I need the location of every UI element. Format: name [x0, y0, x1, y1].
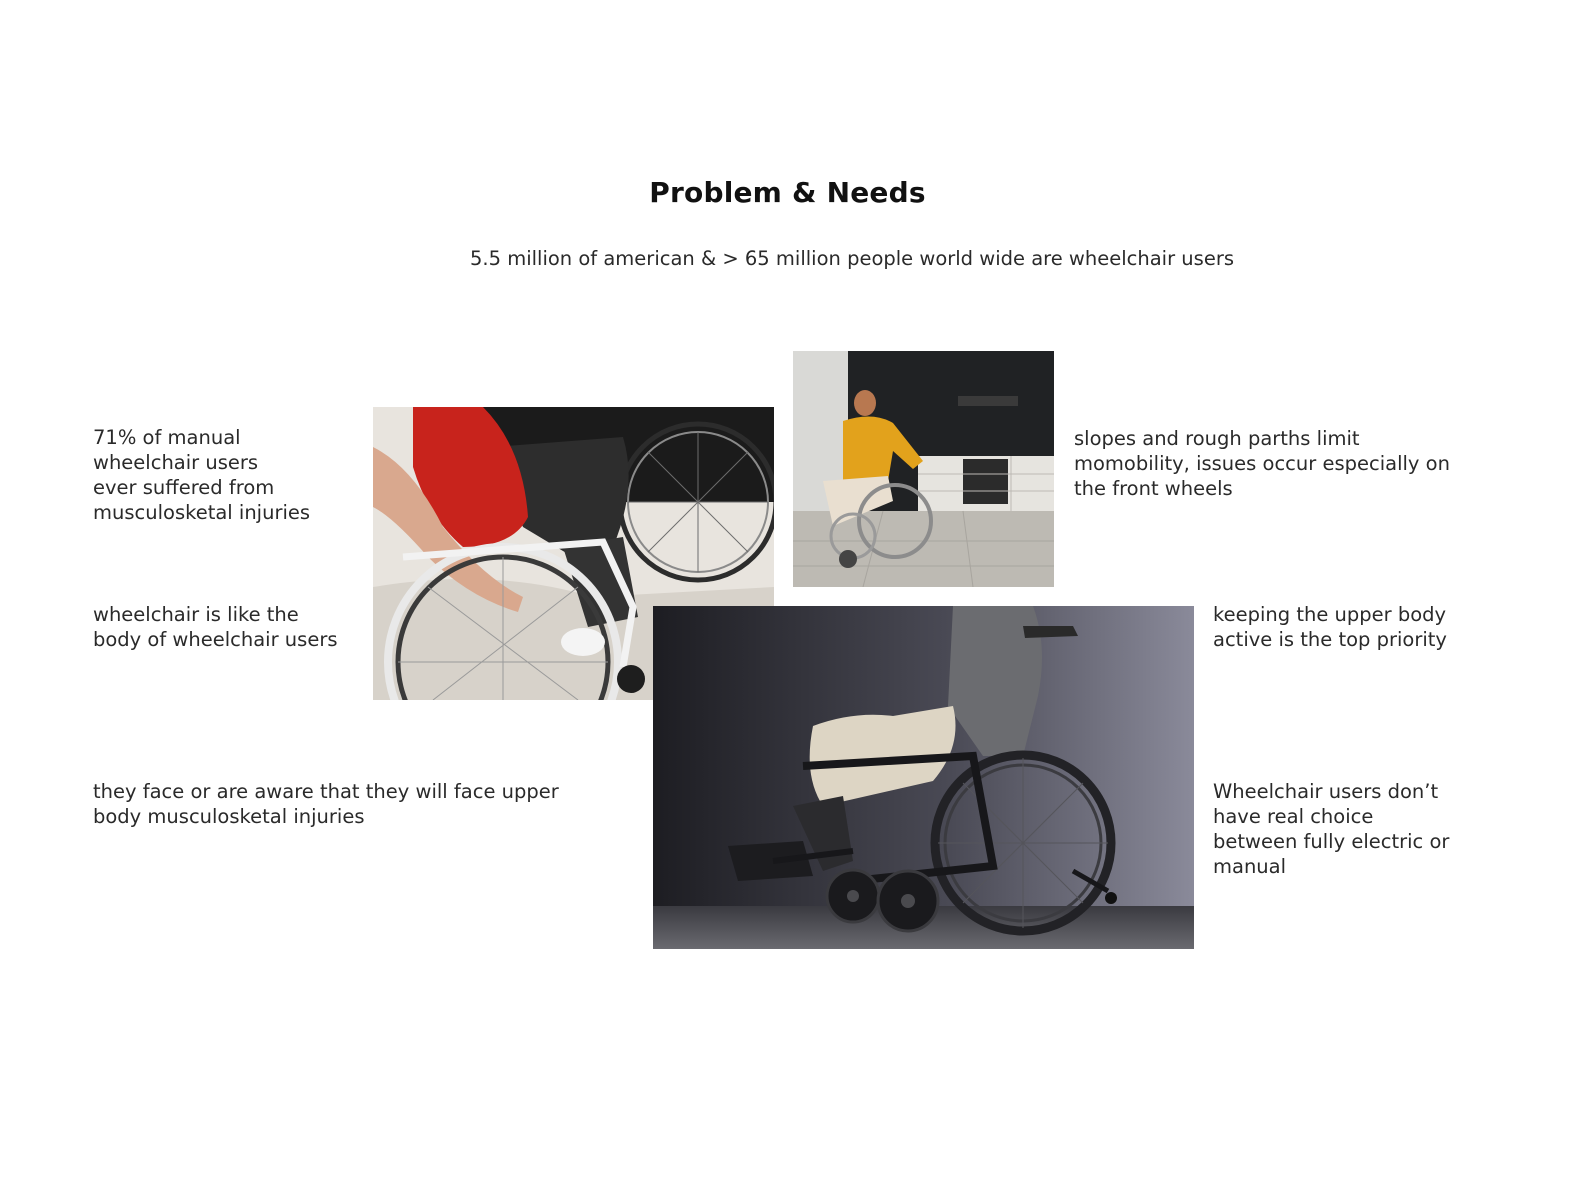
- page-subtitle: 5.5 million of american & > 65 million people world wide are wheelchair users: [470, 247, 1235, 270]
- note-injury-stat: 71% of manual wheelchair users ever suffered from musculosketal injuries: [93, 426, 311, 524]
- note-body-metaphor: wheelchair is like the body of wheelchair users: [93, 603, 338, 651]
- note-choice: Wheelchair users don’t have real choice between fully electric or manual: [1213, 780, 1450, 878]
- note-awareness: they face or are aware that they will face upper body musculosketal injuries: [93, 780, 559, 828]
- wheelchair-studio-photo: [653, 606, 1194, 949]
- note-terrain: slopes and rough parths limit momobility, issues occur especially on the front wheels: [1074, 427, 1450, 500]
- wheelchair-kitchen-photo: [793, 351, 1054, 587]
- page-title: Problem & Needs: [649, 176, 926, 209]
- note-upper-body: keeping the upper body active is the top priority: [1213, 603, 1447, 651]
